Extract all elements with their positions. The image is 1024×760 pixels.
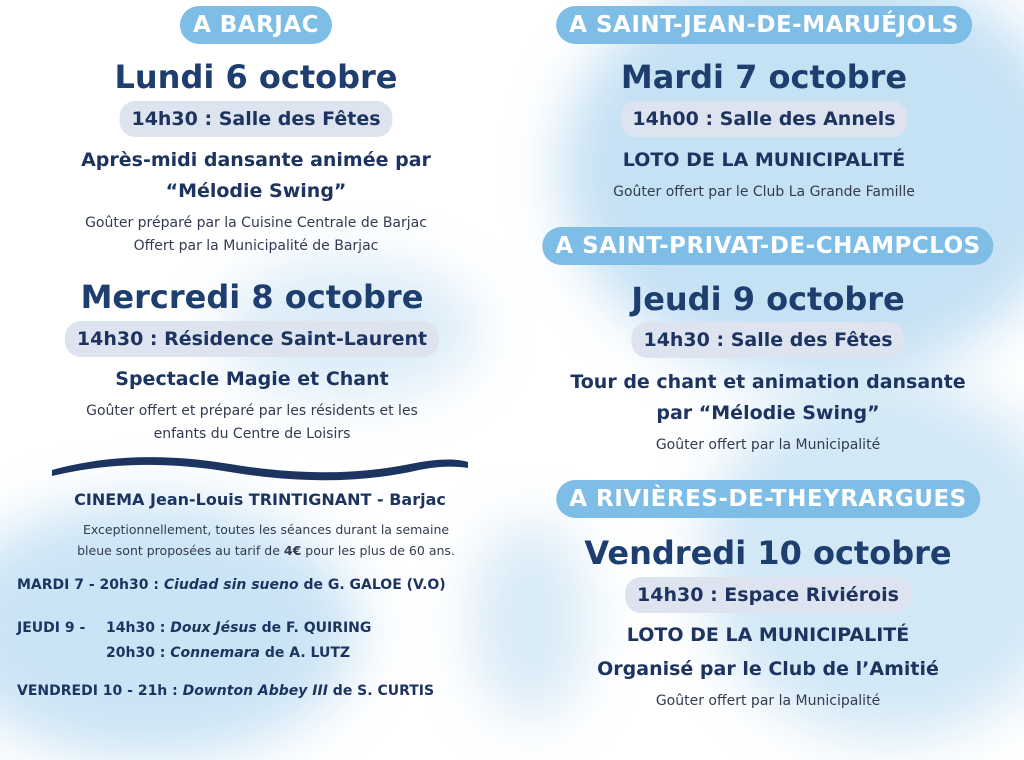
screening-jeudi-2: 20h30 : Connemara de A. LUTZ <box>106 645 351 661</box>
event-note: Goûter offert par la Municipalité <box>655 693 881 709</box>
event-time-location: 14h30 : Salle des Fêtes <box>119 101 392 137</box>
event-note: Goûter offert par le Club La Grande Famille <box>613 184 915 200</box>
event-note: enfants du Centre de Loisirs <box>153 426 351 442</box>
cinema-text: bleue sont proposées au tarif de 4€ pour les plus de 60 ans. <box>77 543 455 558</box>
watercolor-wash <box>470 520 590 720</box>
screening-mardi: MARDI 7 - 20h30 : Ciudad sin sueno de G. GALOE (V.O) <box>17 577 446 593</box>
event-day: Jeudi 9 octobre <box>631 280 905 318</box>
event-title: Organisé par le Club de l’Amitié <box>597 658 939 680</box>
event-title: Spectacle Magie et Chant <box>115 368 389 390</box>
event-note: Goûter offert par la Municipalité <box>655 437 881 453</box>
event-note: Goûter offert et préparé par les résidents et les <box>86 403 418 419</box>
event-time-location: 14h30 : Résidence Saint-Laurent <box>65 321 439 357</box>
event-time-location: 14h00 : Salle des Annels <box>620 101 907 137</box>
screening-vendredi: VENDREDI 10 - 21h : Downton Abbey III de S. CURTIS <box>17 683 435 699</box>
event-title: “Mélodie Swing” <box>165 180 347 202</box>
event-day: Lundi 6 octobre <box>114 58 398 96</box>
cinema-price: 4€ <box>283 543 302 558</box>
screening-jeudi-1: 14h30 : Doux Jésus de F. QUIRING <box>106 620 372 636</box>
event-time-location: 14h30 : Salle des Fêtes <box>631 322 904 358</box>
event-time-location: 14h30 : Espace Riviérois <box>625 577 911 613</box>
event-day: Vendredi 10 octobre <box>584 534 952 572</box>
town-badge-rivieres: A RIVIÈRES-DE-THEYRARGUES <box>556 480 980 518</box>
cinema-title: CINEMA Jean-Louis TRINTIGNANT - Barjac <box>74 490 446 509</box>
event-title: Tour de chant et animation dansante <box>570 371 966 393</box>
wave-divider <box>50 450 470 486</box>
event-day: Mardi 7 octobre <box>620 58 908 96</box>
cinema-text: Exceptionnellement, toutes les séances durant la semaine <box>82 522 450 537</box>
event-title: par “Mélodie Swing” <box>656 402 880 424</box>
event-note: Goûter préparé par la Cuisine Centrale de Barjac <box>85 215 427 231</box>
event-note: Offert par la Municipalité de Barjac <box>133 238 379 254</box>
town-badge-saint-jean: A SAINT-JEAN-DE-MARUÉJOLS <box>556 6 972 44</box>
town-badge-barjac: A BARJAC <box>180 6 332 44</box>
event-title: Après-midi dansante animée par <box>81 149 431 171</box>
town-badge-saint-privat: A SAINT-PRIVAT-DE-CHAMPCLOS <box>542 227 993 265</box>
event-title: LOTO DE LA MUNICIPALITÉ <box>622 149 906 171</box>
screening-jeudi-label: JEUDI 9 - <box>17 620 86 636</box>
event-title: LOTO DE LA MUNICIPALITÉ <box>626 624 910 646</box>
event-day: Mercredi 8 octobre <box>80 278 424 316</box>
